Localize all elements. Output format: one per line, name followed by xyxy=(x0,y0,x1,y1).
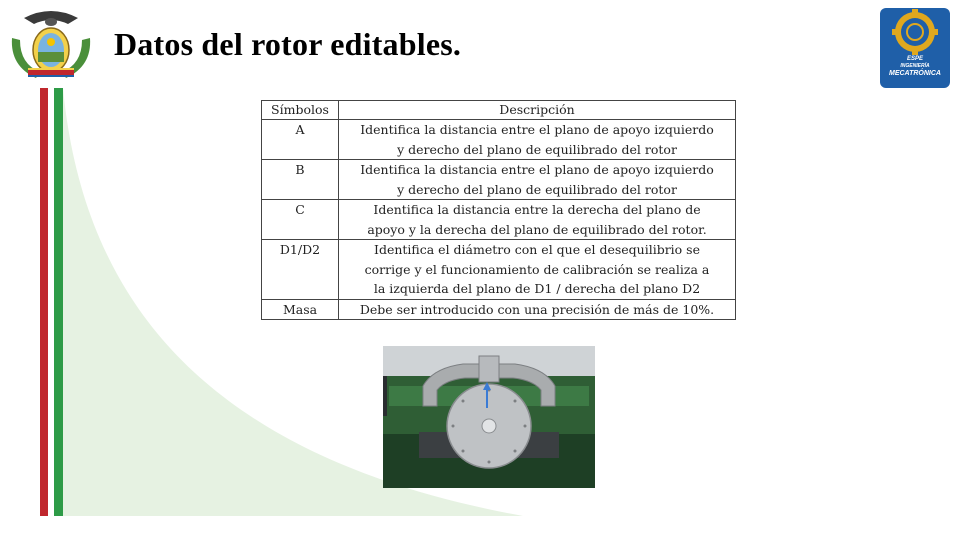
logo-line-mecatronica: MECATRÓNICA xyxy=(889,70,941,77)
rotor-symbols-table xyxy=(261,100,736,320)
table-header-row xyxy=(262,101,736,120)
symbol-cell: Masa xyxy=(262,299,339,320)
header-description: Descripción xyxy=(339,101,736,120)
description-cell xyxy=(339,200,736,240)
description-cell xyxy=(339,160,736,200)
description-cell xyxy=(339,240,736,300)
description-cell xyxy=(339,120,736,160)
left-green-stripe xyxy=(54,88,63,516)
symbol-cell: B xyxy=(262,160,339,200)
symbol-cell: D1/D2 xyxy=(262,240,339,300)
description-line: Identifica el diámetro con el que el desequilibrio se xyxy=(374,242,700,257)
symbol-cell: C xyxy=(262,200,339,240)
description-line: y derecho del plano de equilibrado del rotor xyxy=(397,181,677,197)
description-line: la izquierda del plano de D1 / derecha del plano D2 xyxy=(373,281,701,296)
logo-line-ingenieria: INGENIERÍA xyxy=(900,63,930,69)
header-symbols: Símbolos xyxy=(262,101,339,120)
description-line: Identifica la distancia entre el plano de apoyo izquierdo xyxy=(360,122,714,137)
table-row xyxy=(262,200,736,240)
left-red-stripe xyxy=(40,88,48,516)
slide-title: Datos del rotor editables. xyxy=(114,26,462,62)
description-line: y derecho del plano de equilibrado del rotor xyxy=(397,141,677,157)
table-row xyxy=(262,120,736,160)
table-row xyxy=(262,240,736,300)
description-cell xyxy=(339,299,736,320)
logo-line-espe: ESPE xyxy=(906,56,923,62)
ecuador-coat-of-arms-icon xyxy=(6,8,96,84)
description-line: apoyo y la derecha del plano de equilibrado del rotor. xyxy=(367,221,707,237)
description-line: Debe ser introducido con una precisión de más de 10%. xyxy=(359,301,715,317)
description-line: Identifica la distancia entre el plano de apoyo izquierdo xyxy=(360,162,714,177)
table-row xyxy=(262,299,736,320)
table-row xyxy=(262,160,736,200)
symbol-cell: A xyxy=(262,120,339,160)
description-line: Identifica la distancia entre la derecha del plano de xyxy=(373,202,701,217)
rotor-cad-render-image xyxy=(383,346,595,488)
description-line: corrige y el funcionamiento de calibración se realiza a xyxy=(364,261,710,277)
